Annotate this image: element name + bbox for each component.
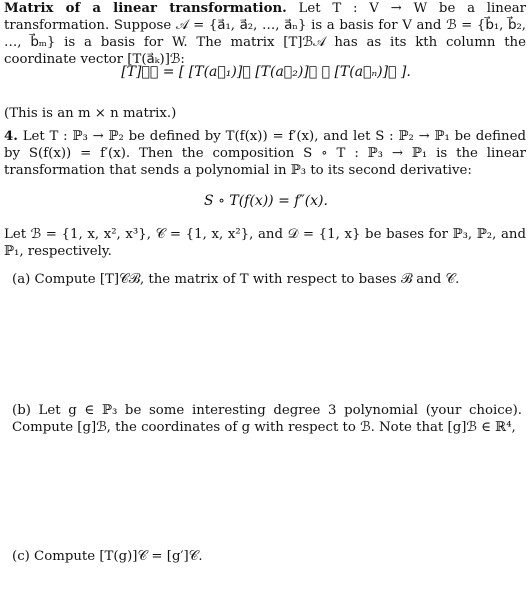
intro-text: Let T : V → W be a linear transformation. Suppose 𝒜 = {a⃗₁, a⃗₂, …, a⃗ₙ} is a basis for V and ℬ = {b⃗₁, b⃗₂, …, b⃗ₘ} is a basis for W. The matrix [T]ℬ𝒜 has as its kth column the coordinate vector [T(a⃗ₖ)]ℬ: <box>4 1 526 67</box>
part-c: (c) Compute [T(g)]𝒞 = [g′]𝒞. <box>12 549 203 564</box>
part-a: (a) Compute [T]𝒞ℬ, the matrix of T with respect to bases ℬ and 𝒞. <box>12 272 460 287</box>
part-b: (b) Let g ∈ ℙ₃ be some interesting degree 3 polynomial (your choice). Compute [g]ℬ, the coordinates of g with respect to ℬ. Note that [g]ℬ ∈ ℝ⁴, <box>12 403 522 435</box>
matrix-size-note: (This is an m × n matrix.) <box>4 106 177 121</box>
bases-definition: Let ℬ = {1, x, x², x³}, 𝒞 = {1, x, x²}, and 𝒟 = {1, x} be bases for ℙ₃, ℙ₂, and ℙ₁, respectively. <box>4 227 526 259</box>
intro-paragraph <box>4 0 526 68</box>
problem-4-text: Let T : ℙ₃ → ℙ₂ be defined by T(f(x)) = f′(x), and let S : ℙ₂ → ℙ₁ be defined by S(f(x)) = f′(x). Then the composition S ∘ T : ℙ₃ → ℙ₁ is the linear transformation that sends a polynomial in ℙ₃ to its second derivative: <box>4 129 526 178</box>
problem-number: 4. <box>4 129 18 144</box>
section-heading: Matrix of a linear transformation. <box>4 1 287 16</box>
composition-equation: S ∘ T(f(x)) = f″(x). <box>204 193 328 209</box>
problem-4-statement <box>4 128 526 179</box>
matrix-definition-equation: [T]ℬ𝒜 = [ [T(a⃗₁)]ℬ [T(a⃗₂)]ℬ ⋯ [T(a⃗ₙ)]ℬ ]. <box>121 64 411 80</box>
